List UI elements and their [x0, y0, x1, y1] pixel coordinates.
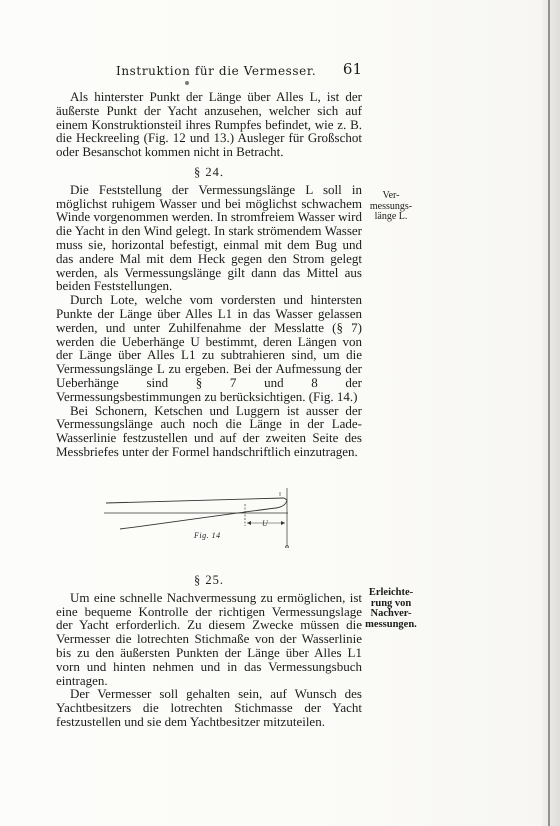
section-heading-25: § 25.	[194, 573, 224, 587]
bow-tip	[284, 498, 287, 500]
sidenote-vermessungslaenge	[356, 191, 426, 223]
section-25-paragraph-1: Um eine schnelle Nachvermessung zu ermöglichen, ist eine bequeme Kontrolle der richtigen Vermessungslage der Yacht erforderlich. Zu diesem Zwecke müssen die Vermesser die lotrechten Stichmaße von der Wasserlinie bis zu den äußersten Punkten der Länge über Alles L1 vorn und hinten nehmen und in das Vermessungsbuch eintragen.	[56, 589, 362, 688]
section-24-paragraph-2: Durch Lote, welche vom vordersten und hintersten Punkte der Länge über Alles L1 in das Wasser gelassen werden, und unter Zuhilfenahme der Messlatte (§ 7) werden die Ueberhänge U bestimmt, deren Längen von der Länge über Alles L1 zu subtrahieren sind, um die Vermessungslänge L zu ergeben. Bei der Aufmessung der Ueberhänge sind § 7 und 8 der Vermessungsbestimmungen zu berücksichtigen. (Fig. 14.)	[56, 292, 362, 404]
sidenote-line: länge L.	[374, 211, 408, 222]
main-text-lower	[56, 567, 362, 729]
sidenote-line: Nachver-	[370, 608, 412, 619]
print-speck	[185, 81, 189, 85]
sidenote-nachvermessungen	[356, 588, 426, 630]
arrow-right-icon	[281, 521, 285, 525]
section-24-paragraph-3: Bei Schonern, Ketschen und Luggern ist ausser der Vermessungslänge auch noch die Länge in der Lade-Wasserlinie festzustellen und auf der zweiten Seite des Messbriefes unter der Formel handschriftlich einzutragen.	[56, 402, 362, 459]
section-heading-24: § 24.	[194, 164, 224, 179]
sidenote-line: messungen.	[365, 618, 417, 630]
section-25-paragraph-2: Der Vermesser soll gehalten sein, auf Wunsch des Yachtbesitzers die lotrechten Stichmasse der Yacht festzustellen und sie dem Yachtbesitzer mitzuteilen.	[56, 686, 362, 729]
overhang-label-u: U	[262, 519, 268, 528]
hull-top-line	[106, 498, 284, 503]
sidenote-line: Ver-	[382, 190, 400, 201]
figure-caption: Fig. 14	[194, 531, 221, 540]
section-24-paragraph-1: Die Feststellung der Vermessungslänge L soll in möglichst ruhigem Wasser und bei möglichst schwachem Winde vorgenommen werden. In stromfreiem Wasser wird die Yacht in den Wind gelegt. In stark strömendem Wasser muss sie, horizontal befestigt, einmal mit dem Bug und das andere Mal mit dem Heck gegen den Strom gelegt werden, als Vermessungslänge gilt dann das Mittel aus beiden Feststellungen.	[56, 181, 362, 294]
page-gutter-shadow	[542, 0, 560, 826]
page-header	[116, 60, 362, 78]
page-number: 61	[342, 60, 362, 78]
main-text-upper	[56, 90, 362, 459]
sidenote-line: rung von	[370, 597, 412, 609]
running-title: Instruktion für die Vermesser.	[116, 64, 317, 78]
page-gutter-line	[548, 0, 550, 826]
arrow-left-icon	[247, 521, 251, 525]
sidenote-line: messungs-	[369, 200, 413, 212]
sidenote-line: Erleichte-	[368, 587, 414, 598]
intro-paragraph: Als hinterster Punkt der Länge über Alles L, ist der äußerste Punkt der Yacht anzusehen, welcher sich auf einem Konstruktionsteil ihres Rumpfes befindet, wie z. B. die Heckreeling (Fig. 12 und 13.) Ausleger für Großschot oder Besanschot kommen nicht in Betracht.	[56, 89, 362, 160]
